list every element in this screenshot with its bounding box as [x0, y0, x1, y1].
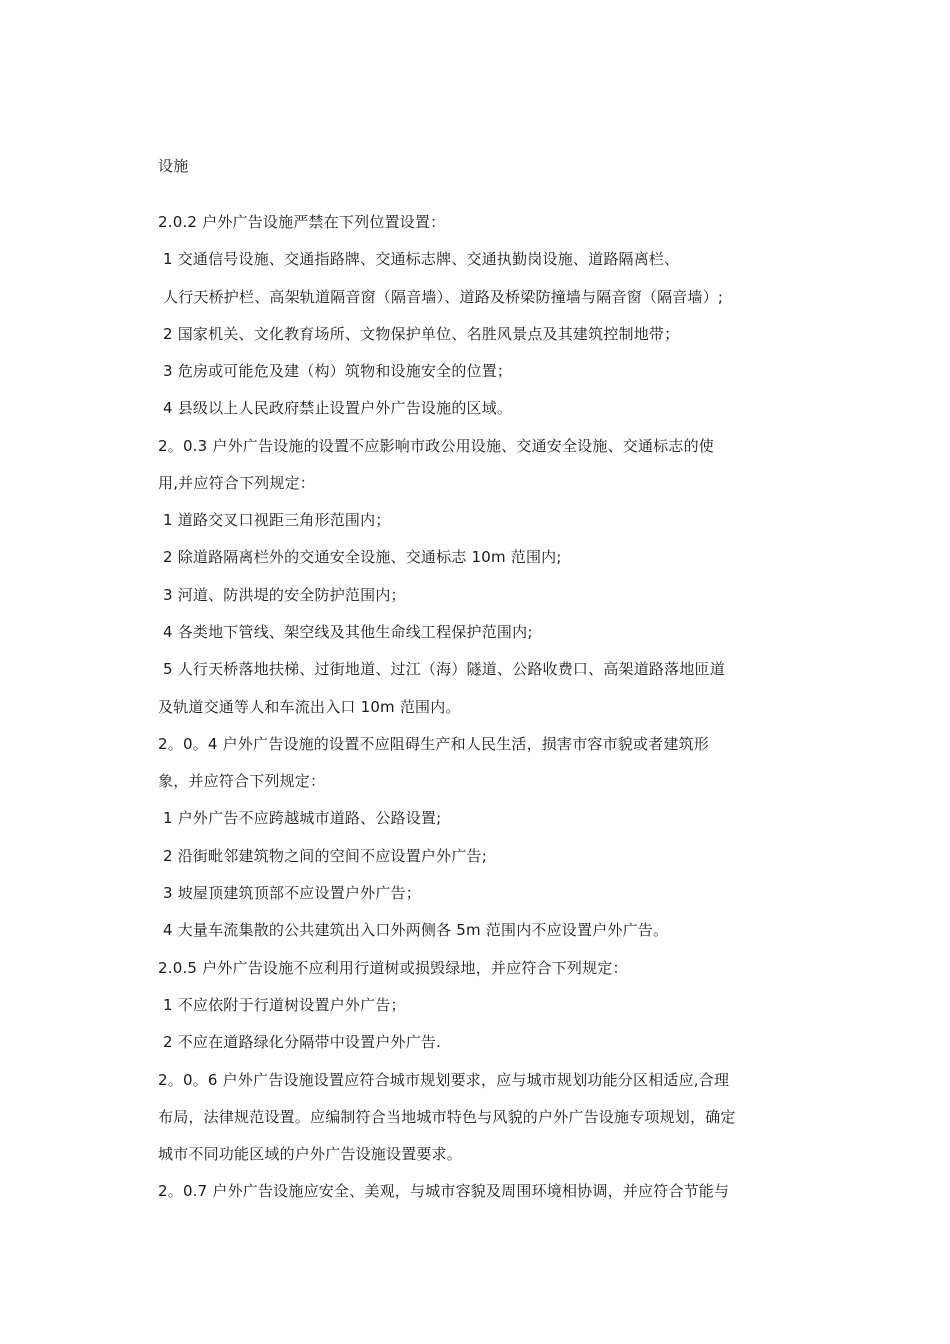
text-line: 3 河道、防洪堤的安全防护范围内；	[163, 586, 406, 604]
text-line: 2 不应在道路绿化分隔带中设置户外广告.	[163, 1033, 442, 1051]
text-line: 2。0.3 户外广告设施的设置不应影响市政公用设施、交通安全设施、交通标志的使	[158, 437, 714, 455]
text-line: 1 户外广告不应跨越城市道路、公路设置;	[163, 809, 442, 827]
text-line: 2.0.2 户外广告设施严禁在下列位置设置：	[158, 213, 446, 231]
text-line: 设施	[158, 157, 189, 175]
text-line: 2。0。4 户外广告设施的设置不应阻碍生产和人民生活，损害市容市貌或者建筑形	[158, 735, 710, 753]
text-line: 1 不应依附于行道树设置户外广告；	[163, 996, 406, 1014]
text-line: 4 大量车流集散的公共建筑出入口外两侧各 5m 范围内不应设置户外广告。	[163, 921, 669, 939]
text-line: 3 坡屋顶建筑顶部不应设置户外广告；	[163, 884, 421, 902]
text-line: 城市不同功能区域的户外广告设施设置要求。	[158, 1145, 463, 1163]
text-line: 2 除道路隔离栏外的交通安全设施、交通标志 10m 范围内;	[163, 548, 562, 566]
text-line: 布局，法律规范设置。应编制符合当地城市特色与风貌的户外广告设施专项规划，确定	[158, 1108, 736, 1126]
text-line: 2。0。6 户外广告设施设置应符合城市规划要求，应与城市规划功能分区相适应,合理	[158, 1071, 730, 1089]
text-line: 1 交通信号设施、交通指路牌、交通标志牌、交通执勤岗设施、道路隔离栏、	[163, 250, 680, 268]
text-line: 用,并应符合下列规定：	[158, 474, 315, 492]
text-line: 4 县级以上人民政府禁止设置户外广告设施的区域。	[163, 399, 513, 417]
text-line: 2.0.5 户外广告设施不应利用行道树或损毁绿地，并应符合下列规定：	[158, 959, 628, 977]
text-line: 4 各类地下管线、架空线及其他生命线工程保护范围内;	[163, 623, 533, 641]
text-line: 2。0.7 户外广告设施应安全、美观，与城市容貌及周围环境相协调，并应符合节能与	[158, 1182, 730, 1200]
text-line: 1 道路交叉口视距三角形范围内；	[163, 511, 391, 529]
text-line: 2 国家机关、文化教育场所、文物保护单位、名胜风景点及其建筑控制地带；	[163, 325, 680, 343]
text-line: 象，并应符合下列规定：	[158, 772, 326, 790]
text-line: 5 人行天桥落地扶梯、过街地道、过江（海）隧道、公路收费口、高架道路落地匝道	[163, 660, 725, 678]
text-line: 及轨道交通等人和车流出入口 10m 范围内。	[158, 698, 461, 716]
text-line: 2 沿街毗邻建筑物之间的空间不应设置户外广告;	[163, 847, 487, 865]
text-line: 3 危房或可能危及建（构）筑物和设施安全的位置；	[163, 362, 513, 380]
text-line: 人行天桥护栏、高架轨道隔音窗（隔音墙）、道路及桥梁防撞墙与隔音窗（隔音墙）;	[163, 288, 724, 306]
